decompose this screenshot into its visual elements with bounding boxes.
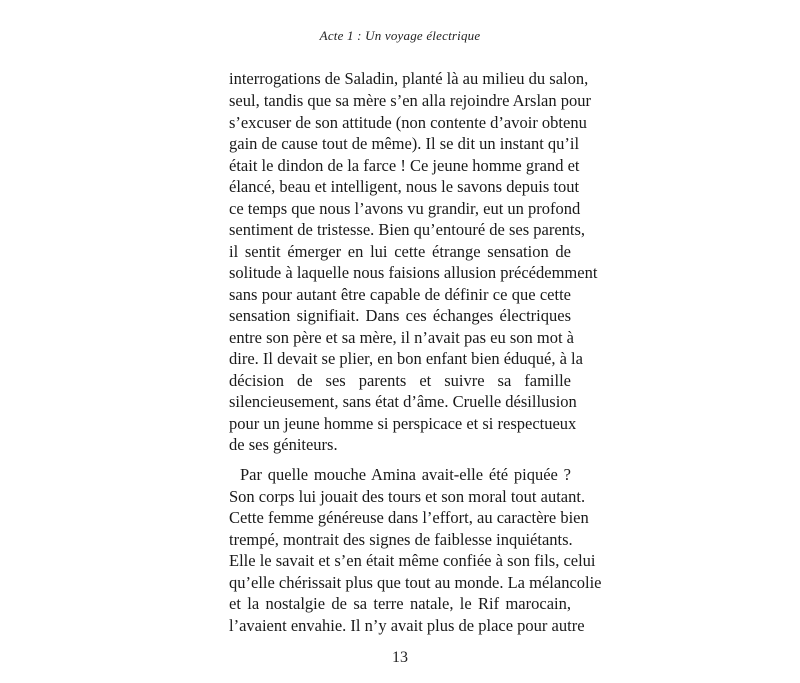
text-line: seul, tandis que sa mère s’en alla rejoindre Arslan pour — [229, 91, 591, 110]
text-line: gain de cause tout de même). Il se dit un instant qu’il — [229, 134, 580, 153]
text-line: dire. Il devait se plier, en bon enfant bien éduqué, à la — [229, 349, 583, 368]
text-line: pour un jeune homme si perspicace et si respectueux — [229, 414, 577, 433]
text-line: sentiment de tristesse. Bien qu’entouré de ses parents, — [229, 220, 586, 239]
text-line: décision de ses parents et suivre sa famille — [229, 371, 571, 390]
text-line: trempé, montrait des signes de faiblesse inquiétants. — [229, 530, 573, 549]
text-line: il sentit émerger en lui cette étrange sensation de — [229, 242, 571, 261]
text-line: qu’elle chérissait plus que tout au monde. La mélancolie — [229, 573, 602, 592]
page-number: 13 — [392, 649, 408, 666]
text-line: Elle le savait et s’en était même confiée à son fils, celui — [229, 551, 596, 570]
text-line: entre son père et sa mère, il n’avait pas eu son mot à — [229, 328, 575, 347]
text-line: sans pour autant être capable de définir ce que cette — [229, 285, 571, 304]
text-line: sensation signifiait. Dans ces échanges électriques — [229, 306, 571, 325]
text-line: interrogations de Saladin, planté là au milieu du salon, — [229, 69, 589, 88]
text-line: Cette femme généreuse dans l’effort, au caractère bien — [229, 508, 589, 527]
text-line: Par quelle mouche Amina avait-elle été piquée ? — [240, 465, 571, 484]
text-line: l’avaient envahie. Il n’y avait plus de place pour autre — [229, 616, 585, 635]
running-header: Acte 1 : Un voyage électrique — [319, 28, 481, 43]
text-line: solitude à laquelle nous faisions allusion précédemment — [229, 263, 598, 282]
text-line: était le dindon de la farce ! Ce jeune homme grand et — [229, 156, 580, 175]
text-line: et la nostalgie de sa terre natale, le Rif marocain, — [229, 594, 571, 613]
text-line: ce temps que nous l’avons vu grandir, eut un profond — [229, 199, 581, 218]
text-line: élancé, beau et intelligent, nous le savons depuis tout — [229, 177, 580, 196]
text-line: silencieusement, sans état d’âme. Cruelle désillusion — [229, 392, 577, 411]
text-line: de ses géniteurs. — [229, 435, 338, 454]
text-line: Son corps lui jouait des tours et son moral tout autant. — [229, 487, 586, 506]
text-line: s’excuser de son attitude (non contente d’avoir obtenu — [229, 113, 587, 132]
